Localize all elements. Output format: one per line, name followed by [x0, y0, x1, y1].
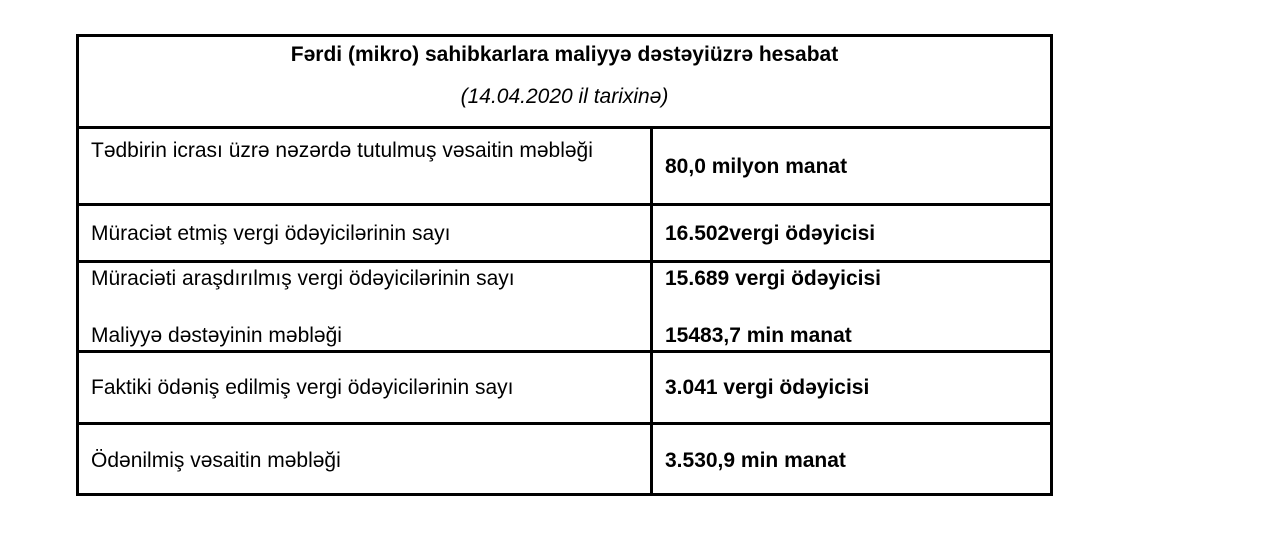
row-label-paid-amount: Ödənilmiş vəsaitin məbləği [91, 449, 341, 472]
table-row [79, 129, 1050, 206]
report-title: Fərdi (mikro) sahibkarlara maliyyə dəstəyiüzrə hesabat [290, 43, 839, 66]
row-value-paid-taxpayers: 3.041 vergi ödəyicisi [665, 376, 870, 399]
report-date: (14.04.2020 il tarixinə) [460, 85, 669, 108]
row-value-reviewed: 15.689 vergi ödəyicisi [665, 267, 881, 290]
table-row [79, 425, 1050, 496]
row-value-planned-funds: 80,0 milyon manat [665, 155, 848, 178]
row-label-applicants: Müraciət etmiş vergi ödəyicilərinin sayı [91, 222, 451, 245]
report-table [76, 34, 1053, 496]
row-value-paid-amount: 3.530,9 min manat [665, 449, 846, 472]
table-row [79, 206, 1050, 263]
table-row [79, 263, 1050, 353]
row-value-support-amount: 15483,7 min manat [665, 324, 852, 347]
row-label-planned-funds: Tədbirin icrası üzrə nəzərdə tutulmuş vəsaitin məbləği [91, 139, 593, 162]
row-label-paid-taxpayers: Faktiki ödəniş edilmiş vergi ödəyicilərinin sayı [91, 376, 514, 399]
table-row [79, 353, 1050, 425]
row-label-support-amount: Maliyyə dəstəyinin məbləği [91, 324, 342, 347]
row-label-reviewed: Müraciəti araşdırılmış vergi ödəyicilərinin sayı [91, 267, 515, 290]
row-value-applicants: 16.502vergi ödəyicisi [665, 222, 876, 245]
report-header [79, 37, 1050, 129]
